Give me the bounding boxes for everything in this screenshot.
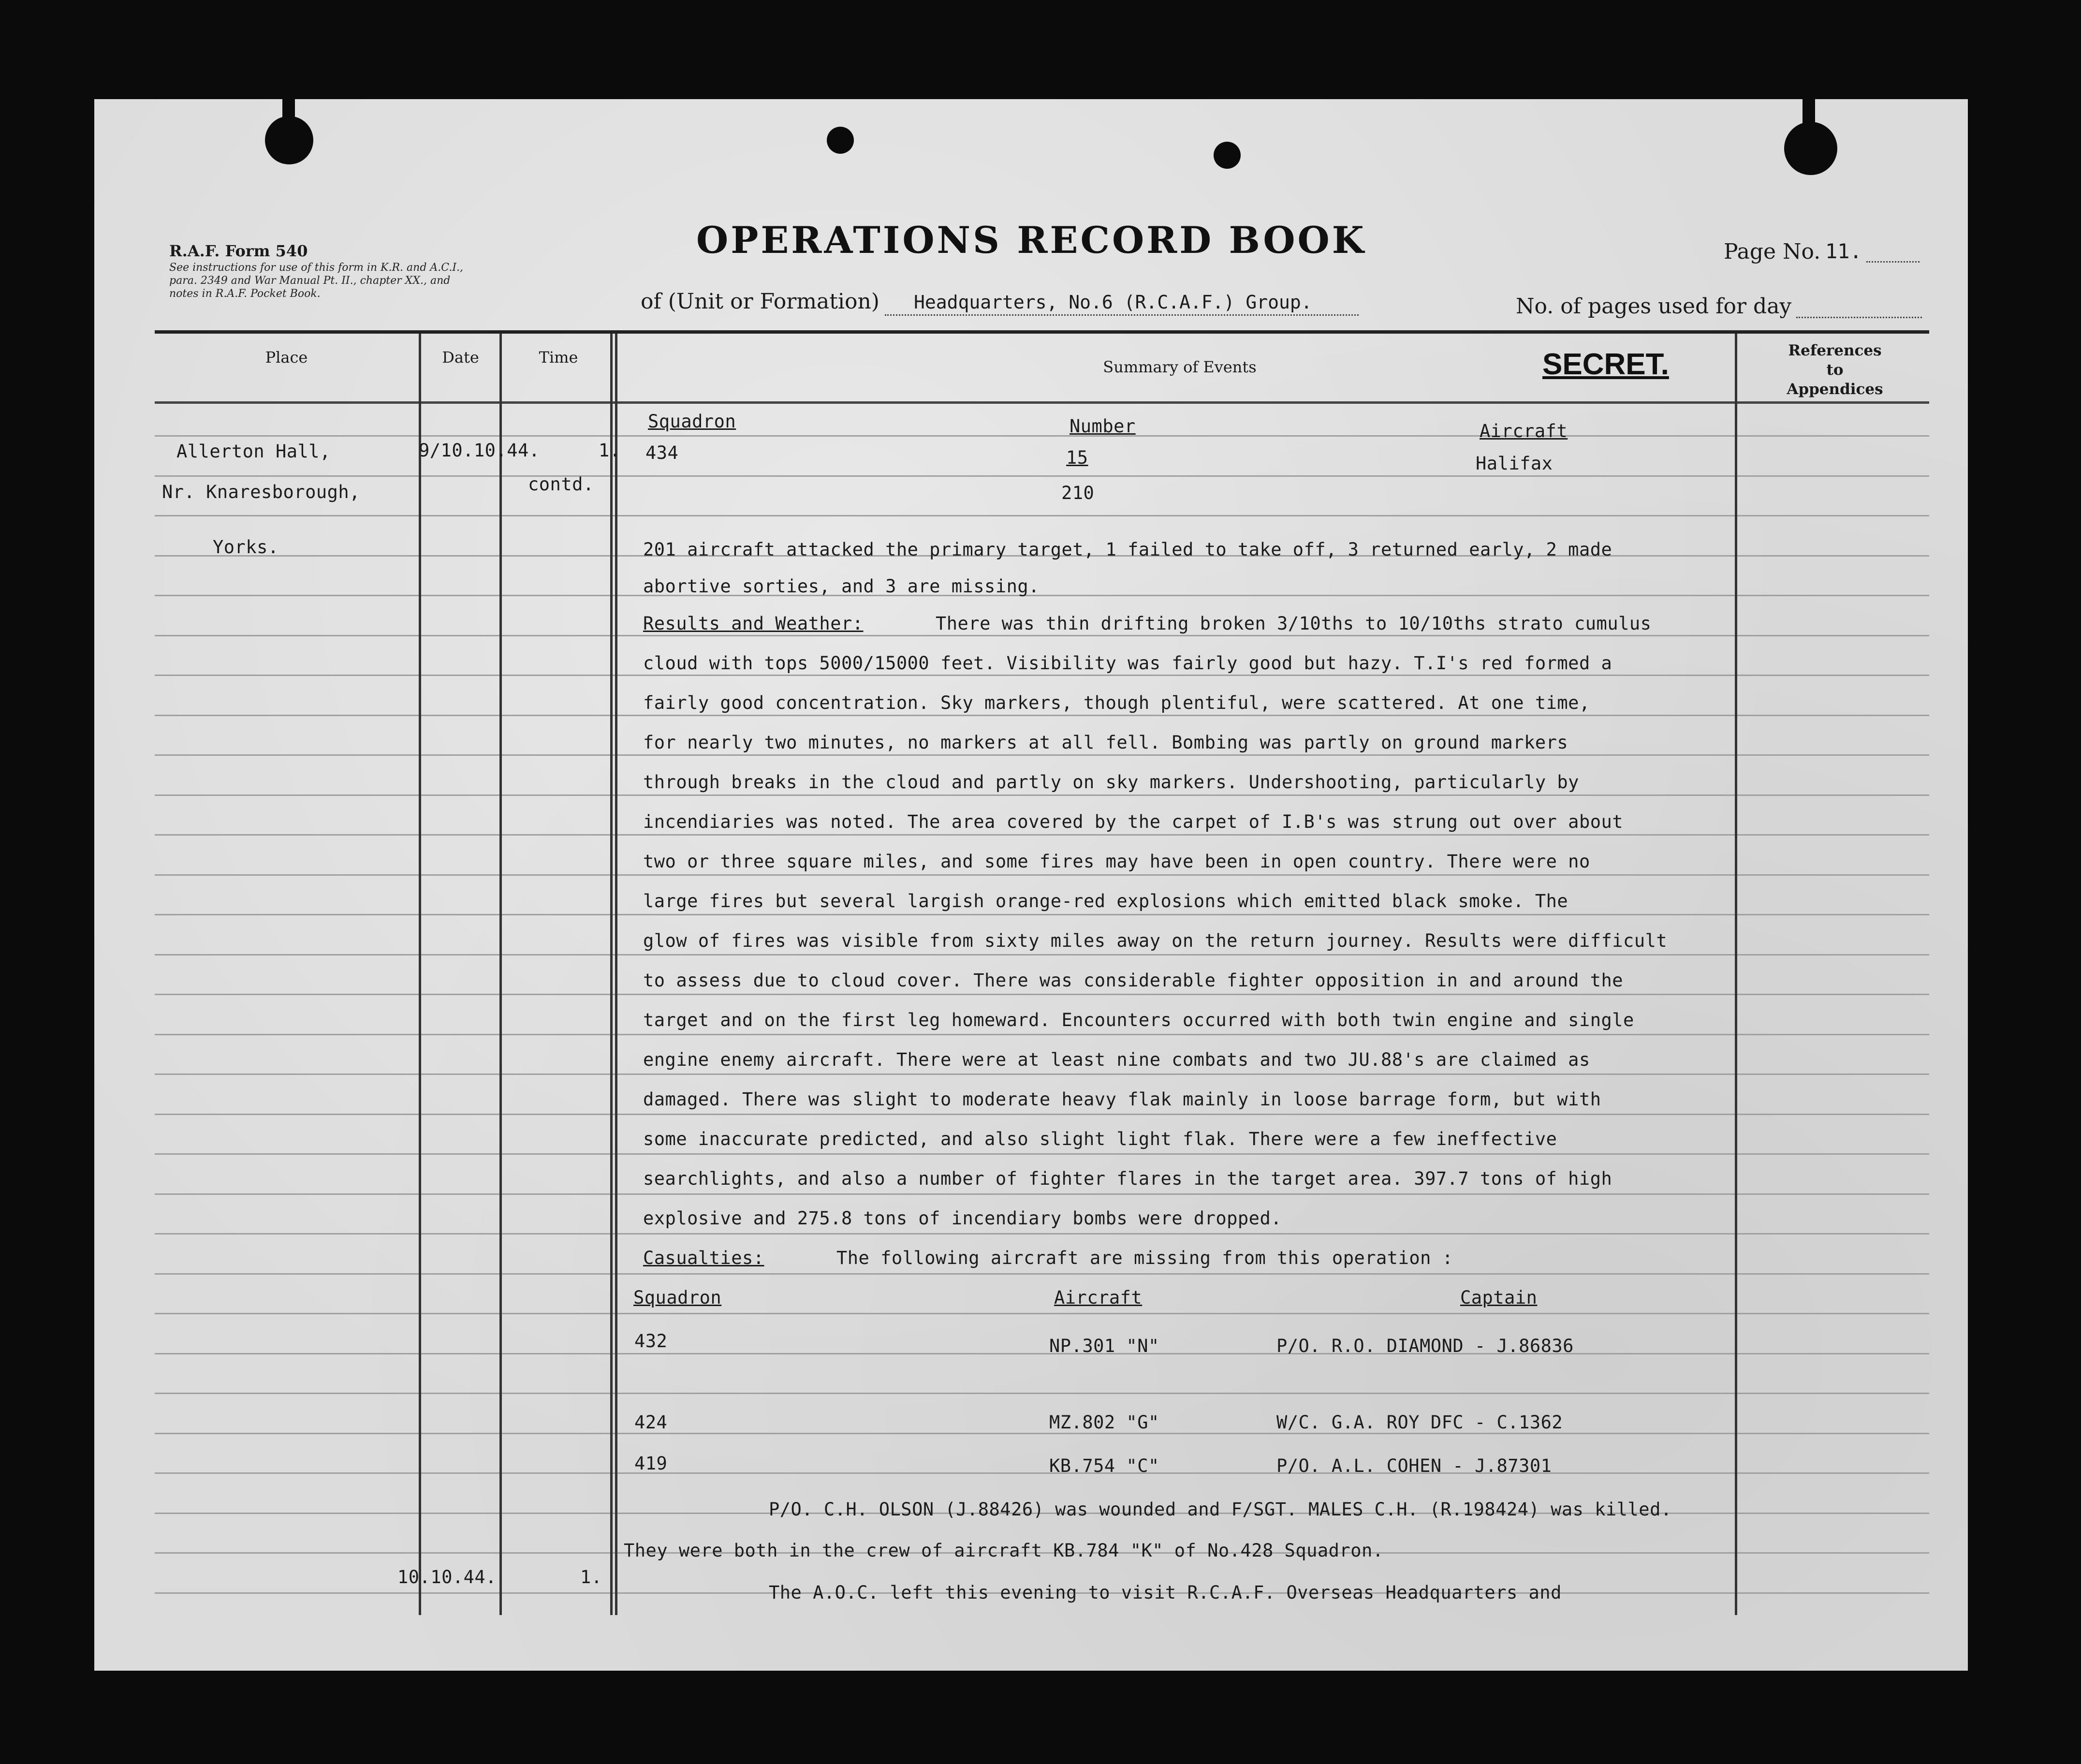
squadron-value: 434 <box>645 442 679 463</box>
narrative-line-14: engine enemy aircraft. There were at least nine combats and two JU.88's are claimed as <box>643 1049 1590 1070</box>
divider-place-date <box>419 334 421 1615</box>
entry-time-2: 1. <box>580 1567 602 1588</box>
missing-row-1-aircraft: NP.301 "N" <box>1049 1336 1159 1356</box>
casualties-intro: The following aircraft are missing from this operation : <box>836 1248 1453 1268</box>
page-number-value: 11. <box>1825 239 1862 263</box>
narrative-line-17: searchlights, and also a number of fighter flares in the target area. 397.7 tons of high <box>643 1168 1612 1189</box>
narrative-line-18: explosive and 275.8 tons of incendiary bombs were dropped. <box>643 1208 1282 1229</box>
narrative-line-4: cloud with tops 5000/15000 feet. Visibility was fairly good but hazy. T.I's red formed a <box>643 653 1612 674</box>
narrative-line-10: large fires but several largish orange-red explosions which emitted black smoke. The <box>643 891 1568 911</box>
page-number-dots <box>1866 261 1920 263</box>
missing-row-3-captain: P/O. A.L. COHEN - J.87301 <box>1276 1455 1552 1476</box>
page-title: OPERATIONS RECORD BOOK <box>696 219 1366 262</box>
squadron-header: Squadron <box>648 411 736 432</box>
narrative-line-8: incendiaries was noted. The area covered by the carpet of I.B's was strung out over about <box>643 811 1624 832</box>
divider-time-summary-left <box>610 334 613 1615</box>
references-line-2: to <box>1826 361 1844 379</box>
column-header-place: Place <box>265 348 308 367</box>
missing-row-2-squadron: 424 <box>634 1412 668 1433</box>
narrative-line-9: two or three square miles, and some fires may have been in open country. There were no <box>643 851 1590 872</box>
narrative-line-5: fairly good concentration. Sky markers, though plentiful, were scattered. At one time, <box>643 692 1590 713</box>
unit-value: Headquarters, No.6 (R.C.A.F.) Group. <box>914 292 1312 313</box>
narrative-line-2: abortive sorties, and 3 are missing. <box>643 576 1040 597</box>
column-header-summary: Summary of Events <box>1103 358 1257 376</box>
missing-row-2-captain: W/C. G.A. ROY DFC - C.1362 <box>1276 1412 1563 1433</box>
entry-date-2: 10.10.44. <box>397 1567 497 1588</box>
unit-dotted-line <box>885 314 1359 316</box>
clip-post-right <box>1803 58 1815 150</box>
column-header-date: Date <box>442 348 479 367</box>
punch-hole-center-left <box>827 127 854 154</box>
aircraft-value: Halifax <box>1476 453 1553 474</box>
narrative-line-15: damaged. There was slight to moderate heavy flak mainly in loose barrage form, but with <box>643 1089 1601 1110</box>
table-top-border <box>155 330 1929 334</box>
page-number-label: Page No. <box>1724 239 1821 264</box>
narrative-line-1: 201 aircraft attacked the primary target, 1 failed to take off, 3 returned early, 2 made <box>643 539 1612 560</box>
unit-label: of (Unit or Formation) <box>641 289 879 314</box>
missing-row-1-captain: P/O. R.O. DIAMOND - J.86836 <box>1276 1336 1574 1356</box>
column-header-references <box>1741 341 1929 399</box>
narrative-line-16: some inaccurate predicted, and also slight light flak. There were a few ineffective <box>643 1129 1557 1149</box>
references-line-1: References <box>1788 342 1882 359</box>
place-line-2: Nr. Knaresborough, <box>162 482 360 502</box>
wounded-line-1: P/O. C.H. OLSON (J.88426) was wounded and F/SGT. MALES C.H. (R.198424) was killed. <box>769 1499 1672 1520</box>
missing-squadron-header: Squadron <box>633 1287 722 1308</box>
narrative-line-11: glow of fires was visible from sixty miles away on the return journey. Results were difficult <box>643 930 1668 951</box>
missing-row-3-aircraft: KB.754 "C" <box>1049 1455 1159 1476</box>
missing-row-1-squadron: 432 <box>634 1331 668 1352</box>
wounded-line-2: They were both in the crew of aircraft KB.784 "K" of No.428 Squadron. <box>624 1540 1384 1561</box>
number-value: 15 <box>1066 447 1088 468</box>
divider-summary-references <box>1735 334 1737 1615</box>
final-entry-line: The A.O.C. left this evening to visit R.C.A.F. Overseas Headquarters and <box>769 1582 1562 1603</box>
missing-row-3-squadron: 419 <box>634 1453 668 1474</box>
number-header: Number <box>1070 416 1136 437</box>
references-line-3: Appendices <box>1787 381 1883 398</box>
missing-captain-header: Captain <box>1460 1287 1538 1308</box>
place-line-1: Allerton Hall, <box>176 441 331 462</box>
missing-row-2-aircraft: MZ.802 "G" <box>1049 1412 1159 1433</box>
pages-used-dotted-line <box>1796 317 1922 318</box>
form-number: R.A.F. Form 540 <box>169 242 308 260</box>
aircraft-header: Aircraft <box>1480 421 1568 441</box>
secret-stamp: SECRET. <box>1542 348 1669 381</box>
entry-time-1: 1. <box>599 440 621 461</box>
column-header-time: Time <box>539 348 578 367</box>
squadron-total: 210 <box>1061 483 1095 503</box>
form-instructions-note: See instructions for use of this form in K.R. and A.C.I., para. 2349 and War Manual Pt. II., chapter XX., and notes in R.A.F. Pocket Book. <box>169 262 463 300</box>
missing-aircraft-header: Aircraft <box>1054 1287 1143 1308</box>
casualties-label: Casualties: <box>643 1248 764 1268</box>
results-label: Results and Weather: <box>643 613 864 634</box>
punch-hole-center-right <box>1214 142 1241 169</box>
record-sheet <box>94 99 1968 1671</box>
divider-date-time <box>499 334 502 1615</box>
place-line-3: Yorks. <box>213 537 279 558</box>
narrative-line-6: for nearly two minutes, no markers at all fell. Bombing was partly on ground markers <box>643 732 1568 753</box>
clip-post-left <box>282 58 295 143</box>
narrative-line-3: There was thin drifting broken 3/10ths to 10/10ths strato cumulus <box>936 613 1652 634</box>
narrative-line-7: through breaks in the cloud and partly on sky markers. Undershooting, particularly by <box>643 772 1579 793</box>
narrative-line-12: to assess due to cloud cover. There was considerable fighter opposition in and around the <box>643 970 1624 991</box>
divider-time-summary-right <box>615 334 617 1615</box>
entry-time-1-contd: contd. <box>528 474 594 495</box>
entry-date-1: 9/10.10.44. <box>419 440 540 461</box>
pages-used-label: No. of pages used for day <box>1516 294 1792 319</box>
narrative-line-13: target and on the first leg homeward. Encounters occurred with both twin engine and single <box>643 1010 1634 1030</box>
